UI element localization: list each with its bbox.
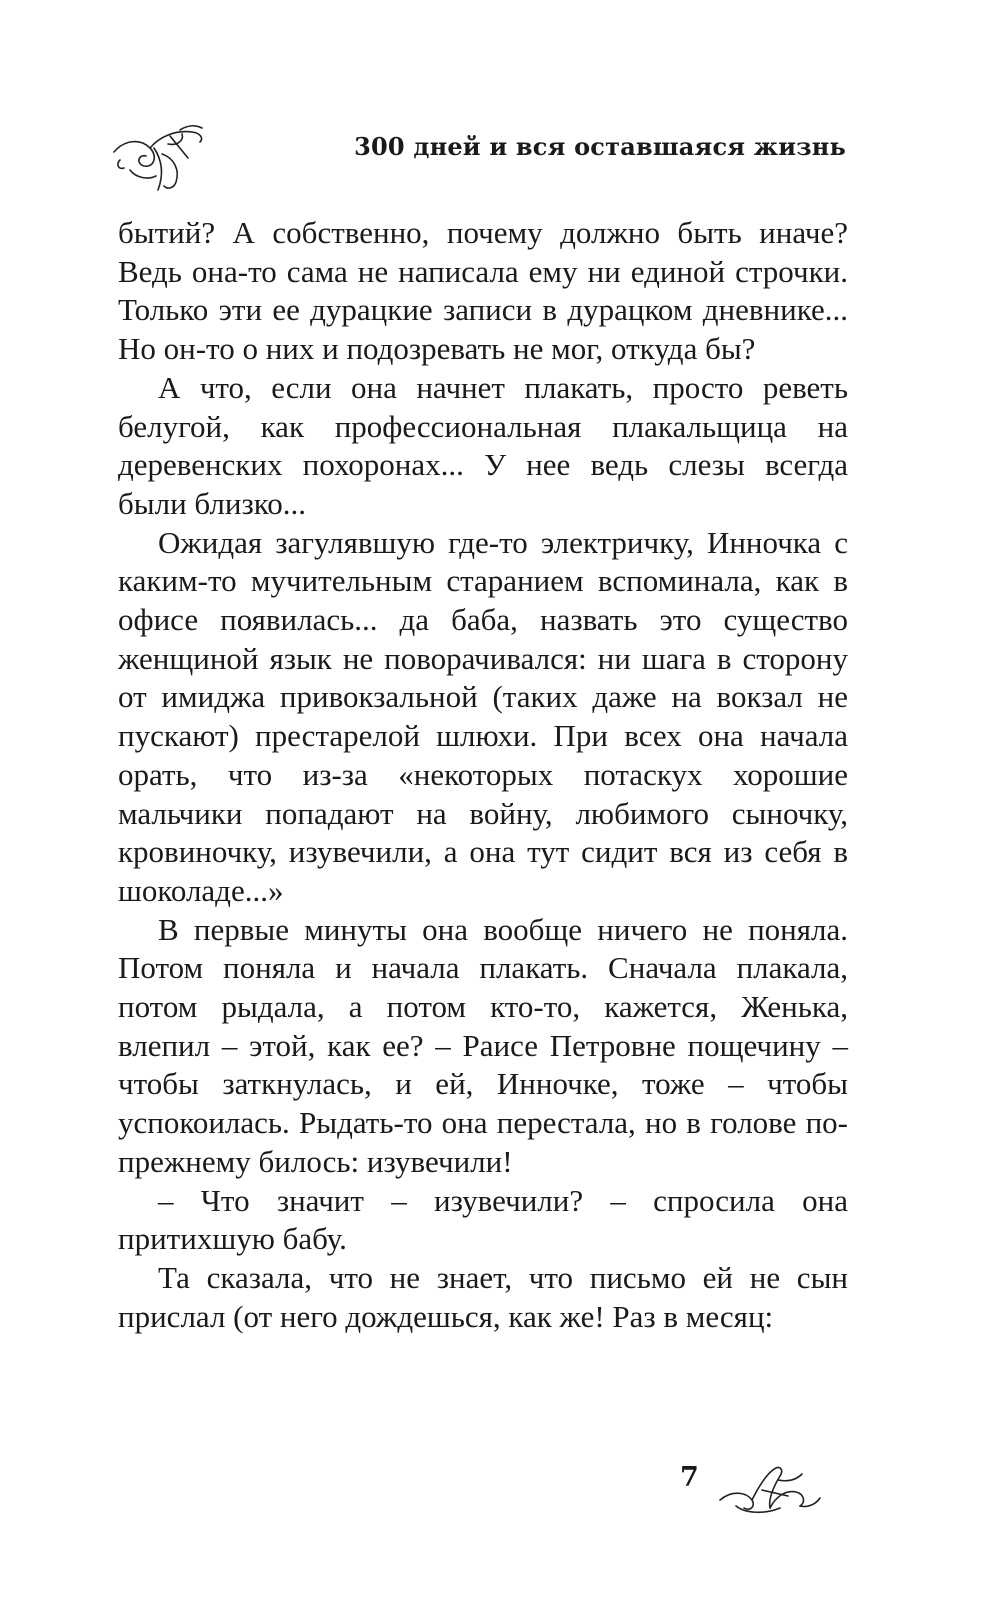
flourish-ornament-icon — [716, 1460, 826, 1516]
paragraph: бытий? А собственно, почему должно быть иначе? Ведь она-то сама не написала ему ни единой строчки. Только эти ее дурацкие записи в дурацком дневнике... Но он-то о них и подозревать не мог, откуда бы? — [118, 215, 848, 367]
page-footer — [680, 1460, 850, 1530]
running-title: 300 дней и вся оставшаяся жизнь — [354, 132, 846, 161]
paragraph: Ожидая загулявшую где-то электричку, Инночка с каким-то мучительным старанием вспоминала, как в офисе появилась... да баба, назвать это существо женщиной язык не поворачивался: ни шага в сторону от имиджа привокзальной (таких даже на вокзал не пускают) престарелой шлюхи. При всех она начала орать, что из-за «некоторых потаскух хорошие мальчики попадают на войну, любимого сыночку, кровиночку, изувечили, а она тут сидит вся из себя в шоколаде...» — [118, 524, 848, 908]
page-number: 7 — [680, 1462, 699, 1493]
paragraph: В первые минуты она вообще ничего не поняла. Потом поняла и начала плакать. Сначала плакала, потом рыдала, а потом кто-то, кажется, Женька, влепил – этой, как ее? – Раисе Петровне пощечину – чтобы заткнулась, и ей, Инночке, тоже – чтобы успокоилась. Рыдать-то она перестала, но в голове по-прежнему билось: изувечили! — [118, 911, 848, 1179]
paragraph: А что, если она начнет плакать, просто реветь белугой, как профессиональная плакальщица на деревенских похоронах... У нее ведь слезы всегда были близко... — [118, 369, 848, 521]
paragraph: Та сказала, что не знает, что письмо ей не сын прислал (от него дождешься, как же! Раз в месяц: — [118, 1259, 848, 1334]
page-header — [110, 118, 846, 198]
paragraph: – Что значит – изувечили? – спросила она притихшую бабу. — [118, 1182, 848, 1257]
flourish-ornament-icon — [110, 118, 210, 198]
body-text — [118, 214, 848, 1336]
